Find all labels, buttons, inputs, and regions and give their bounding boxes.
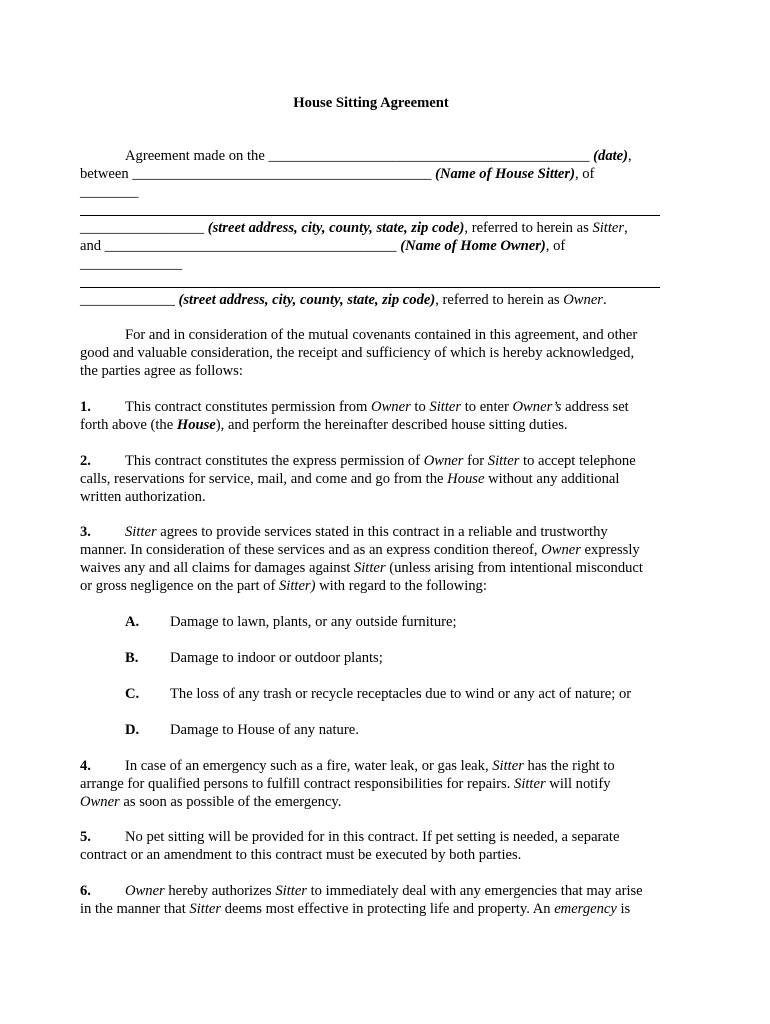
section-2-line-1 <box>80 452 662 470</box>
owner-term: Owner’s <box>512 399 562 415</box>
section-number: 6. <box>80 883 91 899</box>
text: arrange for qualified persons to fulfill contract responsibilities for repairs. <box>80 776 515 792</box>
sitter-address-blank[interactable]: _________________ <box>80 220 208 236</box>
text: as soon as possible of the emergency. <box>119 794 342 810</box>
comma: , <box>628 148 632 164</box>
section-number: 5. <box>80 829 91 845</box>
owner-term: Owner <box>371 399 411 415</box>
text: is <box>616 901 631 917</box>
section-1 <box>80 398 662 434</box>
sitter-term: Sitter <box>592 220 625 236</box>
document-title: House Sitting Agreement <box>293 95 449 111</box>
text: for <box>463 453 488 469</box>
section-number: 3. <box>80 524 91 540</box>
list-item-b <box>125 649 665 667</box>
section-1-line-2 <box>80 416 662 434</box>
owner-term: Owner <box>125 883 165 899</box>
sitter-term: Sitter <box>275 883 307 899</box>
text: forth above (the <box>80 417 177 433</box>
intro-line-9 <box>80 291 662 309</box>
section-4 <box>80 757 662 811</box>
intro-line-3[interactable]: ________ <box>80 184 139 200</box>
item-text: The loss of any trash or recycle receptacles due to wind or any act of nature; or <box>170 686 632 702</box>
sitter-address-label: (street address, city, county, state, zip code) <box>207 220 465 236</box>
text: (unless arising from intentional misconduct <box>385 560 643 576</box>
sitter-term: Sitter <box>429 399 462 415</box>
intro-line-2 <box>80 165 662 183</box>
section-4-line-1 <box>80 757 662 775</box>
house-sitter-name-blank[interactable]: between _________________________________________ <box>80 166 436 182</box>
section-5 <box>80 828 662 864</box>
house-term: House <box>176 417 216 433</box>
text: calls, reservations for service, mail, and come and go from the <box>80 471 448 487</box>
list-item-a <box>125 613 665 631</box>
referred-text: , referred to herein as <box>435 292 564 308</box>
section-5-line-2: contract or an amendment to this contract must be executed by both parties. <box>80 847 522 863</box>
section-4-line-2 <box>80 775 662 793</box>
intro-line-5 <box>80 219 662 237</box>
referred-text: , referred to herein as <box>464 220 593 236</box>
text: manner. In consideration of these services and as an express condition thereof, <box>80 542 542 558</box>
intro-line-7[interactable]: ______________ <box>80 256 183 272</box>
period: . <box>602 292 607 308</box>
intro-line-1 <box>80 147 662 165</box>
sitter-term: Sitter <box>353 560 386 576</box>
comma: , <box>624 220 628 236</box>
section-6 <box>80 882 662 918</box>
text: hereby authorizes <box>164 883 276 899</box>
home-owner-name-blank[interactable]: and ________________________________________ <box>80 238 401 254</box>
home-owner-label: (Name of Home Owner) <box>400 238 546 254</box>
sitter-term: Sitter <box>125 524 157 540</box>
text: expressly <box>580 542 640 558</box>
text: in the manner that <box>80 901 190 917</box>
sitter-term: Sitter) <box>278 578 316 594</box>
section-2-line-3: written authorization. <box>80 489 206 505</box>
text: has the right to <box>523 758 615 774</box>
text: In case of an emergency such as a fire, water leak, or gas leak, <box>125 758 493 774</box>
sitter-term: Sitter <box>492 758 524 774</box>
sitter-term: Sitter <box>514 776 546 792</box>
section-2 <box>80 452 662 506</box>
text: agrees to provide services stated in this contract in a reliable and trustworthy <box>156 524 608 540</box>
date-blank[interactable]: Agreement made on the ____________________________________________ <box>125 148 594 164</box>
text: No pet sitting will be provided for in this contract. If pet setting is needed, a separate <box>125 829 620 845</box>
item-letter: D. <box>125 722 140 738</box>
parties-section <box>80 147 662 309</box>
item-letter: C. <box>125 686 140 702</box>
of-text: , of <box>574 166 595 182</box>
owner-address-blank[interactable]: _____________ <box>80 292 179 308</box>
owner-term: Owner <box>423 453 464 469</box>
sitter-term: Sitter <box>487 453 520 469</box>
intro-line-6 <box>80 237 662 255</box>
list-item-c <box>125 685 665 703</box>
text: deems most effective in protecting life and property. An <box>221 901 555 917</box>
text: to immediately deal with any emergencies that may arise <box>306 883 643 899</box>
emergency-term: emergency <box>554 901 617 917</box>
owner-term: Owner <box>563 292 603 308</box>
consideration-paragraph <box>80 326 662 380</box>
owner-term: Owner <box>80 794 120 810</box>
consideration-line-2: good and valuable consideration, the receipt and sufficiency of which is hereby acknowledged, <box>80 345 635 361</box>
section-4-line-3 <box>80 793 662 811</box>
section-number: 4. <box>80 758 91 774</box>
item-letter: A. <box>125 614 140 630</box>
section-number: 2. <box>80 453 91 469</box>
sitter-address-rule[interactable] <box>80 198 660 216</box>
house-sitter-label: (Name of House Sitter) <box>435 166 575 182</box>
owner-term: Owner <box>541 542 581 558</box>
section-5-line-1 <box>80 828 662 846</box>
section-3-line-1 <box>80 523 662 541</box>
consideration-line-3: the parties agree as follows: <box>80 363 243 379</box>
text: or gross negligence on the part of <box>80 578 279 594</box>
text: address set <box>561 399 629 415</box>
item-text: Damage to lawn, plants, or any outside furniture; <box>170 614 457 630</box>
section-6-line-2 <box>80 900 662 918</box>
item-letter: B. <box>125 650 139 666</box>
text: waives any and all claims for damages against <box>80 560 354 576</box>
section-1-line-1 <box>80 398 662 416</box>
item-text: Damage to House of any nature. <box>170 722 359 738</box>
text: This contract constitutes permission from <box>125 399 372 415</box>
section-3-line-2 <box>80 541 662 559</box>
list-item-d <box>125 721 665 739</box>
of-text: , of <box>545 238 566 254</box>
section-6-line-1 <box>80 882 662 900</box>
date-label: (date) <box>593 148 629 164</box>
text: to <box>410 399 430 415</box>
text: to accept telephone <box>519 453 636 469</box>
text: will notify <box>545 776 611 792</box>
text: ), and perform the hereinafter described house sitting duties. <box>215 417 568 433</box>
text: This contract constitutes the express permission of <box>125 453 424 469</box>
section-3-line-3 <box>80 559 662 577</box>
sitter-term: Sitter <box>189 901 222 917</box>
owner-address-label: (street address, city, county, state, zip code) <box>178 292 436 308</box>
item-text: Damage to indoor or outdoor plants; <box>170 650 383 666</box>
text: with regard to the following: <box>315 578 487 594</box>
text: without any additional <box>484 471 620 487</box>
consideration-line-1: For and in consideration of the mutual covenants contained in this agreement, and other <box>125 327 638 343</box>
section-3 <box>80 523 662 595</box>
owner-address-rule[interactable] <box>80 270 660 288</box>
section-2-line-2 <box>80 470 662 488</box>
section-3-line-4 <box>80 577 662 595</box>
house-term: House <box>447 471 485 487</box>
text: to enter <box>461 399 513 415</box>
section-number: 1. <box>80 399 91 415</box>
